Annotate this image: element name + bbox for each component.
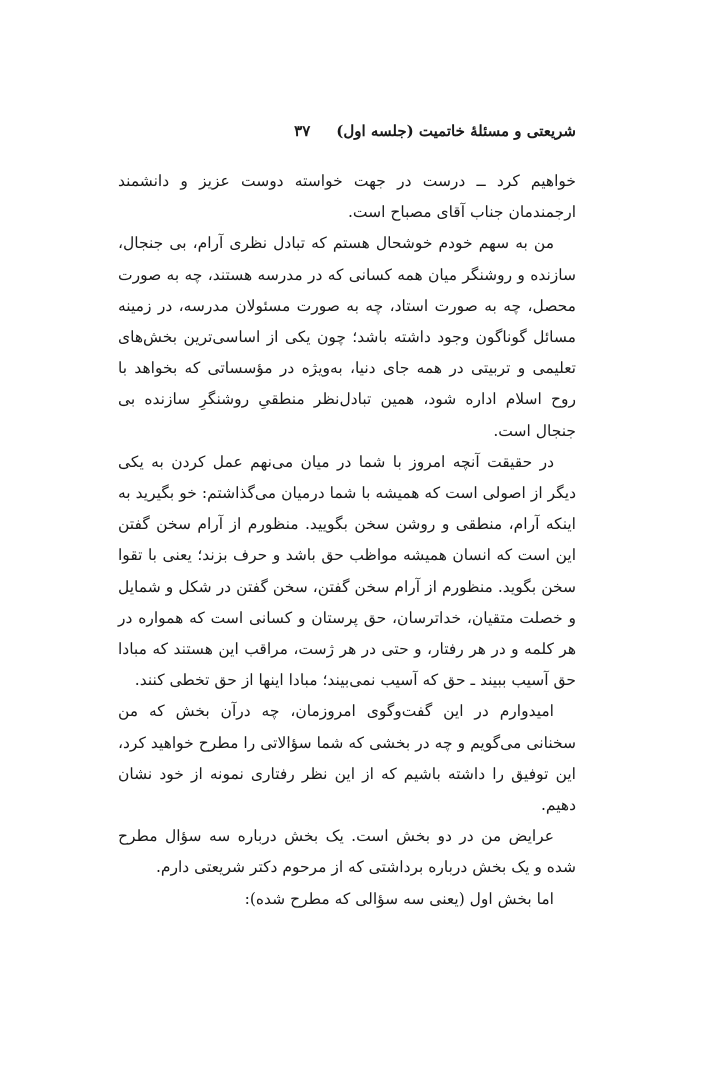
paragraph: امیدوارم در این گفت‌وگوی امروزمان، چه درآن بخش که من سخنانی می‌گویم و چه در بخشی که شما سؤالاتی را مطرح خواهید کرد، این توفیق را داشته باشیم که از این نظر رفتاری نمونه از خود نشان دهیم. — [118, 702, 576, 815]
paragraph: عرایض من در دو بخش است. یک بخش درباره سه سؤال مطرح شده و یک بخش درباره برداشتی که از مرحوم دکتر شریعتی دارم. — [118, 827, 576, 877]
paragraph: در حقیقت آنچه امروز با شما در میان می‌نهم عمل کردن به یکی دیگر از اصولی است که همیشه با شما درمیان می‌گذاشتم: خو بگیرید به اینکه آرام، منطقی و روشن سخن بگویید. منظورم از آرام سخن گفتن این است که انسان همیشه مواظب حق باشد و حرف بزند؛ یعنی با تقوا سخن بگوید. منظورم از آرام سخن گفتن، سخن گفتن در شکل و شمایل و خصلت متقیان، خداترسان، حق پرستان و کسانی است که همواره در هر کلمه و در هر رفتار، و حتی در هر ژست، مراقب این هستند که مبادا حق آسیب ببیند ـ حق که آسیب نمی‌بیند؛ مبادا اینها از حق تخطی کنند. — [118, 452, 576, 690]
paragraph: اما بخش اول (یعنی سه سؤالی که مطرح شده): — [244, 889, 554, 908]
paragraph-continued: خواهیم کرد ــ درست در جهت خواسته دوست عزیز و دانشمند ارجمندمان جناب آقای مصباح است. — [118, 172, 576, 222]
paragraph: من به سهم خودم خوشحال هستم که تبادل نظری آرام، بی جنجال، سازنده و روشنگر میان همه کسانی که در مدرسه هستند، چه به صورت محصل، چه به صورت استاد، چه به صورت مسئولان مدرسه، در زمینه مسائل گوناگون وجود داشته باشد؛ چون یکی از اساسی‌ترین بخش‌های تعلیمی و تربیتی در همه جای دنیا، به‌ویژه در مؤسساتی که بخواهد با روح اسلام اداره شود، همین تبادل‌نظر منطقیِ روشنگرِ سازنده بی جنجال است. — [118, 234, 576, 440]
running-header-title: شریعتی و مسئلهٔ خاتمیت (جلسه اول) — [336, 122, 576, 140]
page-number: ۳۷ — [294, 122, 311, 140]
body-text — [118, 166, 576, 915]
running-header — [118, 118, 576, 144]
